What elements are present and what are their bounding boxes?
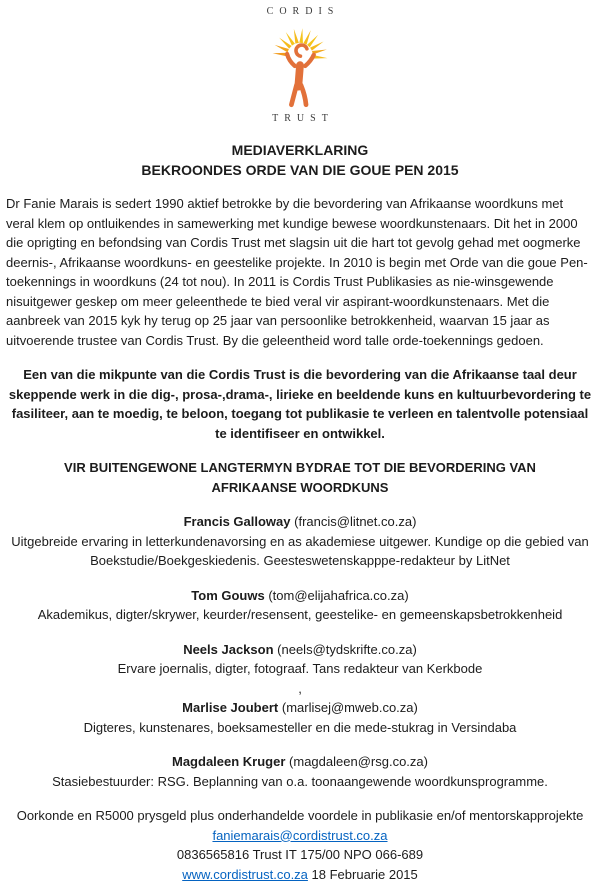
recipient-email: (neels@tydskrifte.co.za) [277,642,417,657]
recipient-header [6,512,594,532]
recipient-entry-magdaleen-kruger [6,752,594,791]
recipient-name: Magdaleen Kruger [172,754,285,769]
section-heading [20,458,580,497]
footer [6,806,594,884]
recipient-entry-tom-gouws [6,586,594,625]
recipient-header [6,586,594,606]
recipient-email: (francis@litnet.co.za) [294,514,416,529]
title-line-1: MEDIAVERKLARING [6,140,594,160]
cordis-trust-logo [6,2,594,128]
prize-line: Oorkonde en R5000 prysgeld plus onderhandelde voordele in publikasie en/of mentorskapprojekte [6,806,594,826]
recipient-name: Marlise Joubert [182,700,278,715]
stray-comma-line: , [6,679,594,699]
recipient-entry-marlise-joubert [6,698,594,737]
intro-paragraph: Dr Fanie Marais is sedert 1990 aktief betrokke by die bevordering van Afrikaanse woordkuns met veral klem op ontluikendes in samewerking met kundige bewese woordkunstenaars. Dit het in 2000 die oprigting en befondsing van Cordis Trust met slagsin uit die hart tot gevolg gehad met oogmerke deernis-, Afrikaanse woordkuns- en geestelike projekte. In 2010 is begin met Orde van die goue Pen-toekennings in woordkuns (24 tot nou). In 2011 is Cordis Trust Publikasies as nie-winsgewende nisuitgewer geskep om meer geleenthede te bied veral vir aspirant-woordkunstenaars. Met die aanbreek van 2015 kyk hy terug op 25 jaar van persoonlike betrokkenheid, waarvan 15 jaar as uitvoerende trustee van Cordis Trust. By die geleentheid word talle orde-toekennings gedoen. [6,194,594,350]
recipient-name: Neels Jackson [183,642,273,657]
person-figure [287,45,314,105]
recipient-description: Digteres, kunstenares, boeksamesteller en die mede-stukrag in Versindaba [6,718,594,738]
recipient-email: (magdaleen@rsg.co.za) [289,754,428,769]
section-heading-line-2: AFRIKAANSE WOORDKUNS [20,478,580,498]
recipient-description: Uitgebreide ervaring in letterkundenavorsing en as akademiese uitgewer. Kundige op die gebied van Boekstudie/Boekgeskiedenis. Geesteswetenskapppe-redakteur by LitNet [6,532,594,571]
recipient-description: Stasiebestuurder: RSG. Beplanning van o.a. toonaangewende woordkunsprogramme. [6,772,594,792]
recipient-name: Tom Gouws [191,588,264,603]
recipient-entry-neels-jackson [6,640,594,679]
website-link[interactable]: www.cordistrust.co.za [182,867,308,882]
title-line-2: BEKROONDES ORDE VAN DIE GOUE PEN 2015 [6,160,594,180]
logo-trust-text: TRUST [6,109,594,129]
contact-email-link[interactable]: faniemarais@cordistrust.co.za [212,828,387,843]
recipient-header [6,640,594,660]
logo-cordis-text: CORDIS [6,2,594,22]
sun-figure-icon [252,23,348,109]
recipient-email: (tom@elijahafrica.co.za) [268,588,408,603]
section-heading-line-1: VIR BUITENGEWONE LANGTERMYN BYDRAE TOT DIE BEVORDERING VAN [20,458,580,478]
recipient-name: Francis Galloway [184,514,291,529]
recipient-email: (marlisej@mweb.co.za) [282,700,418,715]
release-date: 18 Februarie 2015 [312,867,418,882]
contact-email-line [6,826,594,846]
recipient-header [6,752,594,772]
recipient-description: Akademikus, digter/skrywer, keurder/resensent, geestelike- en gemeenskapsbetrokkenheid [6,605,594,625]
recipient-entry-francis-galloway [6,512,594,571]
registration-line: 0836565816 Trust IT 175/00 NPO 066-689 [6,845,594,865]
website-date-line [6,865,594,884]
mission-paragraph: Een van die mikpunte van die Cordis Trust is die bevordering van die Afrikaanse taal deur skeppende werk in die dig-, prosa-,drama-, lirieke en beeldende kuns en kultuurbevordering te fasiliteer, aan te moedig, te beloon, toegang tot publikasie te verleen en talentvolle potensiaal te identifiseer en ontwikkel. [6,365,594,443]
recipient-header [6,698,594,718]
recipient-description: Ervare joernalis, digter, fotograaf. Tans redakteur van Kerkbode [6,659,594,679]
document-title [6,140,594,180]
